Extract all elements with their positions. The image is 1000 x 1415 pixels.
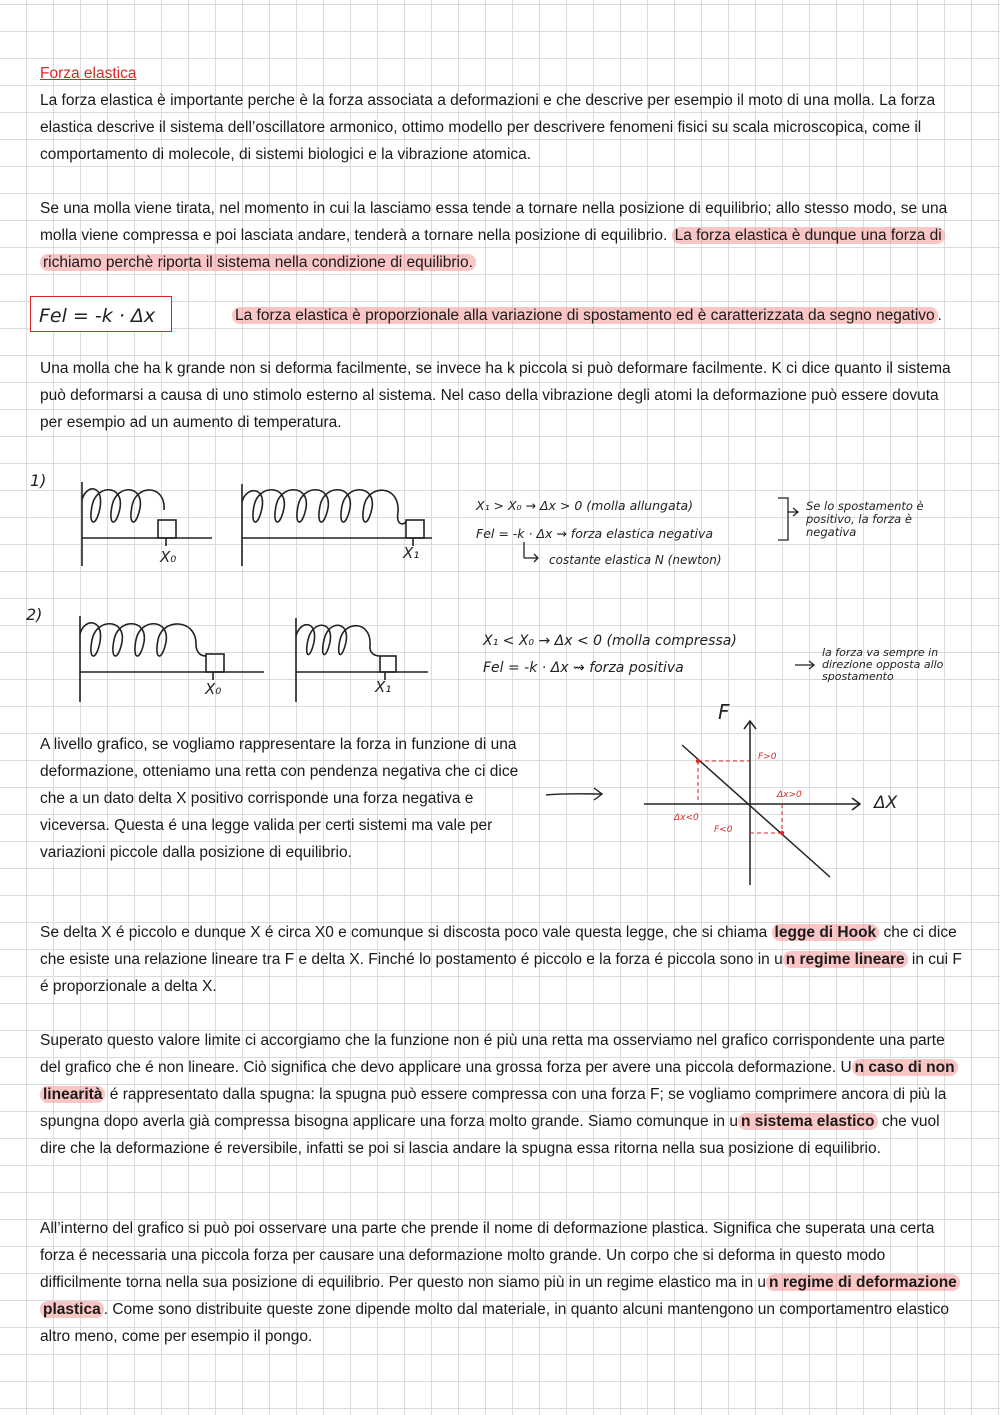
sketch-number: 2) (26, 605, 43, 624)
paragraph-grafico: A livello grafico, se vogliamo rappresentare la forza in funzione di una deformazione, otteniamo una retta con pendenza negativa che ci dice che a un dato delta X positivo corrisponde una forza negativa e viceversa. Questa é una legge valida per certi sistemi ma vale per variazioni piccole dalla posizione di equilibrio. (40, 736, 519, 861)
paragraph-plastica (40, 1215, 965, 1350)
sketch-line-2: Fel = -k · Δx ⇝ forza elastica negativa (476, 526, 714, 541)
sketch-side-2: direzione opposta allo (822, 658, 944, 671)
sketch-line-1: X₁ < X₀ → Δx < 0 (molla compressa) (483, 633, 737, 649)
label-x0: X₀ (205, 680, 222, 698)
label-x1: X₁ (375, 678, 392, 696)
sketch-side-1: Se lo spostamento è (806, 499, 924, 513)
formula-box (30, 296, 172, 332)
paragraph-text: in cui F é proporzionale a delta X. (40, 951, 962, 995)
paragraph-intro: La forza elastica è importante perche è la forza associata a deformazioni e che descrive per esempio il moto di una molla. La forza elastica descrive il sistema dell’oscillatore armonico, ottimo modello per descrivere fenomeni fisici su scala microscopica, come il comportamento di molecole, di sistemi biologici e la vibrazione atomica. (40, 92, 936, 163)
axis-label-dx: ΔX (874, 793, 898, 813)
highlight-sistema-elastico: n sistema elastico (738, 1113, 878, 1130)
force-displacement-graph (630, 695, 930, 895)
annotation-f-positive: F>0 (758, 752, 777, 762)
label-x0: X₀ (160, 548, 177, 566)
sketch-compressed-spring (0, 598, 1000, 708)
axis-label-f: F (718, 700, 730, 724)
sketch-side-3: negativa (806, 525, 857, 539)
page-title: Forza elastica (40, 65, 137, 82)
sketch-stretched-spring (0, 462, 1000, 572)
paragraph-text: All’interno del grafico si può poi osservare una parte che prende il nome di deformazione plastica. Significa che superata una certa forza é necessaria una piccola forza per causare una deformazione molto grande. Un corpo che si deforma in questo modo difficilmente torna nella sua posizione di equilibrio. Per questo non siamo più in un regime elastico ma in u (40, 1220, 935, 1291)
sketch-number: 1) (30, 471, 47, 490)
paragraph-non-linearita (40, 1027, 965, 1162)
highlight-deformazione-plastica: n regime di deformazione plastica (40, 1274, 960, 1318)
highlight-richiamo: La forza elastica è dunque una forza di richiamo perchè riporta il sistema nella condizione di equilibrio. (40, 227, 945, 271)
paragraph-text: Superato questo valore limite ci accorgiamo che la funzione non é più una retta ma osserviamo nel grafico corrispondente una parte del grafico che é non lineare. Ciò significa che devo applicare una grossa forza per avere una piccola deformazione. U (40, 1032, 945, 1076)
paragraph-text: Se delta X é piccolo e dunque X é circa X0 e comunque si discosta poco vale questa legge, che si chiama (40, 924, 768, 941)
sketch-side-2: positivo, la forza è (806, 512, 912, 526)
annotation-dx-positive: Δx>0 (777, 790, 802, 800)
highlight-regime-lineare: n regime lineare (783, 951, 908, 968)
paragraph-text: . Come sono distribuite queste zone dipende molto dal materiale, in quanto alcuni mantengono un comportamentro elastico altro meno, come per esempio il pongo. (40, 1301, 949, 1345)
paragraph-hook (40, 919, 965, 1000)
paragraph-equilibrium (40, 195, 965, 276)
paragraph-text: che ci dice che esiste una relazione lineare tra F e delta X. Finché lo postamento é piccolo e la forza é piccola sono in u (40, 924, 957, 968)
annotation-dx-negative: Δx<0 (674, 813, 699, 823)
sketch-side-1: la forza va sempre in (822, 646, 939, 659)
annotation-f-negative: F<0 (714, 825, 733, 835)
paragraph-text: Se una molla viene tirata, nel momento in cui la lasciamo essa tende a tornare nella posizione di equilibrio; allo stesso modo, se una molla viene compressa e poi lasciata andare, tenderà a tornare nella posizione di equilibrio. (40, 200, 948, 244)
label-x1: X₁ (403, 544, 420, 562)
formula-note-end: . (937, 307, 942, 324)
highlight-proporzionale: La forza elastica è proporzionale alla variazione di spostamento ed è caratterizzata da segno negativo (232, 307, 938, 324)
arrow-to-graph-icon (540, 784, 610, 804)
formula-note (232, 302, 942, 329)
sketch-line-3: costante elastica N (newton) (549, 553, 722, 567)
highlight-legge-hook: legge di Hook (772, 924, 880, 941)
sketch-side-3: spostamento (822, 670, 894, 683)
paragraph-k: Una molla che ha k grande non si deforma facilmente, se invece ha k piccola si può deformare facilmente. K ci dice quanto il sistema può deformarsi a causa di uno stimolo esterno al sistema. Nel caso della vibrazione degli atomi la deformazione può essere dovuta per esempio ad un aumento di temperatura. (40, 360, 951, 431)
paragraph-text: é rappresentato dalla spugna: la spugna può essere compressa con una forza F; se vogliamo comprimere ancora di più la spungna dopo averla già compressa bisogna applicare una forza molto grande. Siamo comunque in u (40, 1086, 947, 1130)
sketch-line-2: Fel = -k · Δx ⇝ forza positiva (483, 660, 684, 676)
highlight-non-linearita: n caso di non linearità (40, 1059, 958, 1103)
paragraph-text: che vuol dire che la deformazione é reversibile, infatti se poi si lascia andare la spugna essa ritorna nella sua posizione di equilibrio. (40, 1113, 940, 1157)
formula-text: Fel = -k · Δx (39, 305, 156, 327)
sketch-line-1: X₁ > X₀ → Δx > 0 (molla allungata) (476, 498, 694, 513)
